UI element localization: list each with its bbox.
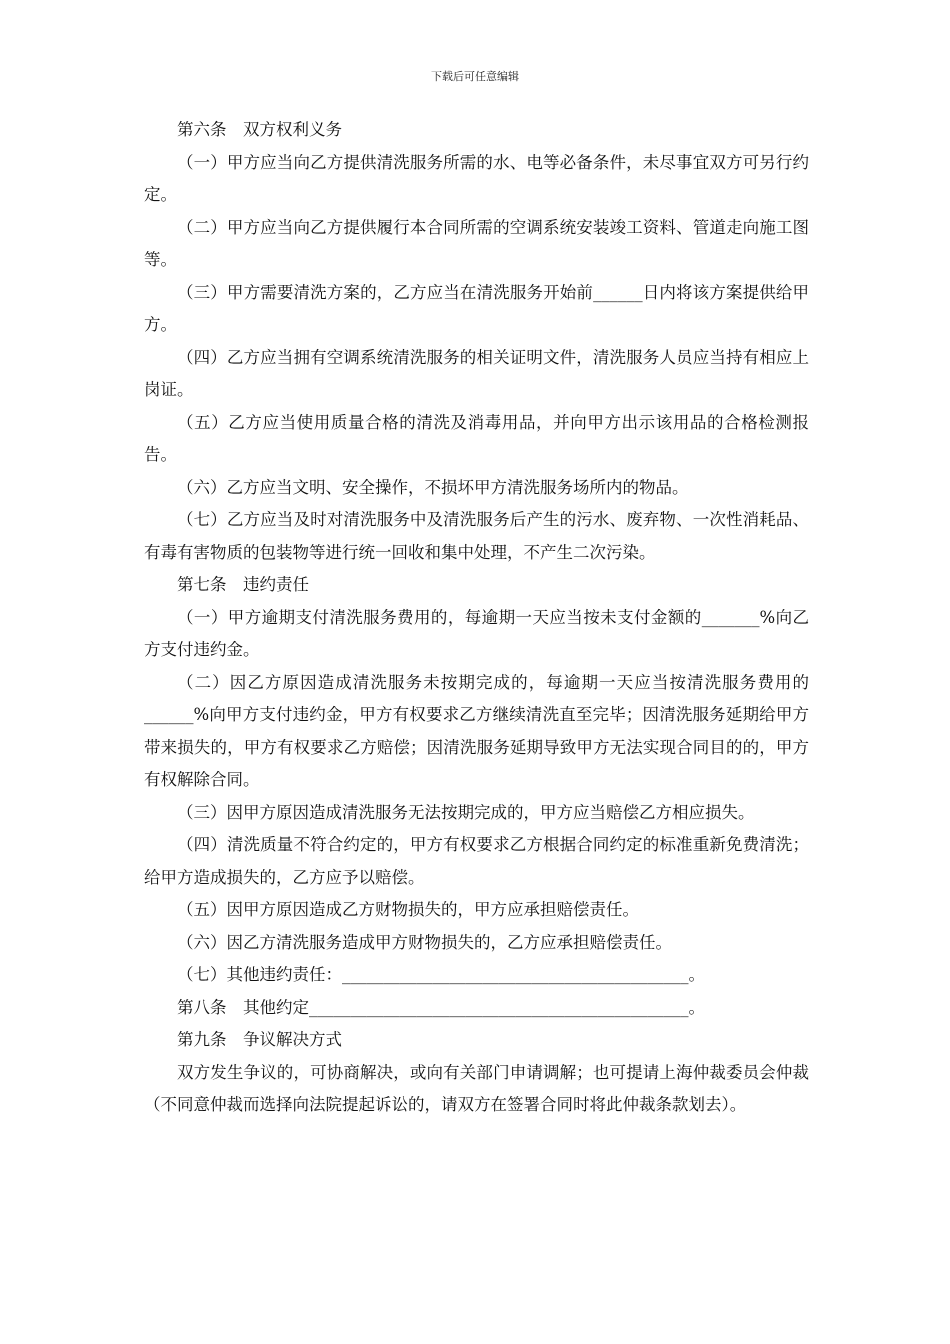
paragraph: （五）因甲方原因造成乙方财物损失的，甲方应承担赔偿责任。 — [177, 900, 639, 919]
paragraph: （一）甲方逾期支付清洗服务费用的，每逾期一天应当按未支付金额的_______%向乙方支付违约金。 — [144, 607, 809, 659]
section-heading: 第六条 双方权利义务 — [177, 120, 342, 139]
paragraph: （一）甲方应当向乙方提供清洗服务所需的水、电等必备条件，未尽事宜双方可另行约定。 — [144, 152, 809, 204]
paragraph: （二）甲方应当向乙方提供履行本合同所需的空调系统安装竣工资料、管道走向施工图等。 — [144, 217, 809, 269]
section-heading: 第九条 争议解决方式 — [177, 1030, 342, 1049]
paragraph: （三）因甲方原因造成清洗服务无法按期完成的，甲方应当赔偿乙方相应损失。 — [177, 802, 755, 822]
paragraph: （六）因乙方清洗服务造成甲方财物损失的，乙方应承担赔偿责任。 — [177, 932, 672, 952]
document-body — [144, 114, 809, 1122]
paragraph: （三）甲方需要清洗方案的，乙方应当在清洗服务开始前______日内将该方案提供给甲方。 — [144, 282, 809, 334]
paragraph: （六）乙方应当文明、安全操作，不损坏甲方清洗服务场所内的物品。 — [177, 477, 689, 497]
section-heading: 第八条 其他约定______________________________________________。 — [177, 997, 705, 1017]
paragraph: （二）因乙方原因造成清洗服务未按期完成的，每逾期一天应当按清洗服务费用的______%向甲方支付违约金，甲方有权要求乙方继续清洗直至完毕；因清洗服务延期给甲方带来损失的，甲方有权要求乙方赔偿；因清洗服务延期导致甲方无法实现合同目的的，甲方有权解除合同。 — [144, 672, 809, 789]
paragraph: （五）乙方应当使用质量合格的清洗及消毒用品，并向甲方出示该用品的合格检测报告。 — [144, 412, 809, 464]
page-header: 下载后可任意编辑 — [431, 70, 519, 83]
paragraph: （四）清洗质量不符合约定的，甲方有权要求乙方根据合同约定的标准重新免费清洗；给甲方造成损失的，乙方应予以赔偿。 — [144, 835, 809, 887]
paragraph: （七）乙方应当及时对清洗服务中及清洗服务后产生的污水、废弃物、一次性消耗品、有毒有害物质的包装物等进行统一回收和集中处理，不产生二次污染。 — [144, 510, 809, 562]
paragraph: （四）乙方应当拥有空调系统清洗服务的相关证明文件，清洗服务人员应当持有相应上岗证。 — [144, 347, 809, 399]
paragraph: （七）其他违约责任：__________________________________________。 — [177, 965, 705, 984]
section-heading: 第七条 违约责任 — [177, 575, 309, 594]
paragraph: 双方发生争议的，可协商解决，或向有关部门申请调解；也可提请上海仲裁委员会仲裁（不同意仲裁而选择向法院提起诉讼的，请双方在签署合同时将此仲裁条款划去）。 — [144, 1062, 809, 1114]
